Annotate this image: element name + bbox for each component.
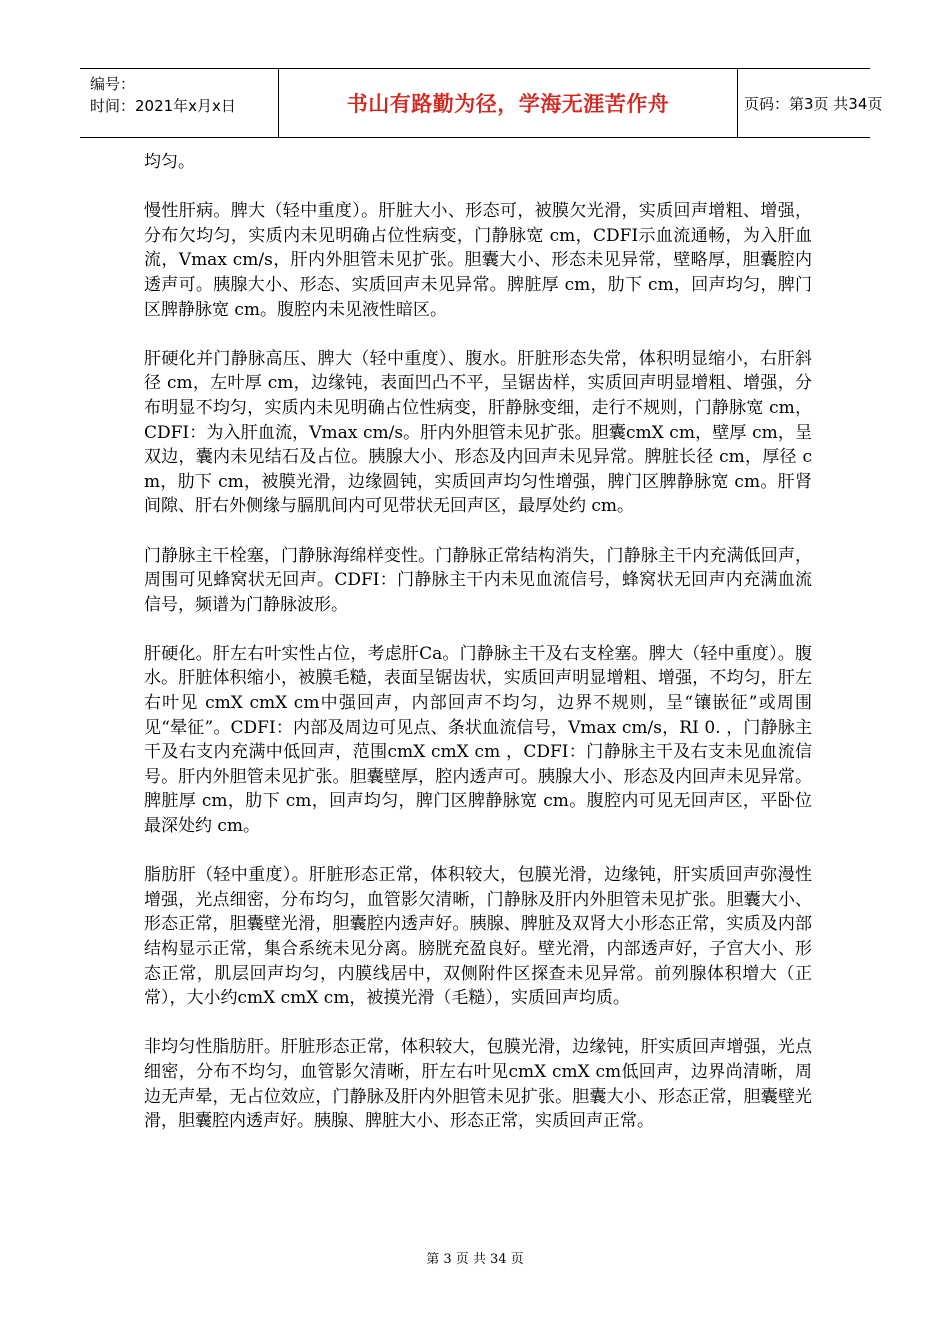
footer-page-number: 第 3 页 共 34 页 (426, 1252, 524, 1267)
paragraph: 肝硬化。肝左右叶实性占位，考虑肝Ca。门静脉主干及右支栓塞。脾大（轻中重度）。腹水。肝脏体积缩小，被膜毛糙，表面呈锯齿状，实质回声明显增粗、增强，不均匀，肝左右叶见 cmX cmX cm中强回声，内部回声不均匀，边界不规则，呈“镶嵌征”或周围见“晕征”。CDFI：内部及周边可见点、条状血流信号，Vmax cm/s，RI 0. ，门静脉主干及右支内充满中低回声，范围cmX cmX cm ，CDFI：门静脉主干及右支未见血流信号。肝内外胆管未见扩张。胆囊壁厚，腔内透声可。胰腺大小、形态及内回声未见异常。脾脏厚 cm，肋下 cm，回声均匀，脾门区脾静脉宽 cm。腹腔内可见无回声区，平卧位最深处约 cm。 (144, 643, 812, 837)
document-number-label: 编号： (90, 75, 136, 93)
header-meta-cell (80, 69, 278, 137)
paragraph: 肝硬化并门静脉高压、脾大（轻中重度）、腹水。肝脏形态失常，体积明显缩小，右肝斜径 cm，左叶厚 cm，边缘钝，表面凹凸不平，呈锯齿样，实质回声明显增粗、增强，分布明显不均匀，实质内未见明确占位性病变，肝静脉变细，走行不规则，门静脉宽 cm，CDFI：为入肝血流，Vmax cm/s。肝内外胆管未见扩张。胆囊cmX cm，壁厚 cm，呈双边，囊内未见结石及占位。胰腺大小、形态及内回声未见异常。脾脏长径 cm，厚径 cm，肋下 cm，被膜光滑，边缘圆钝，实质回声均匀性增强，脾门区脾静脉宽 cm。肝肾间隙、肝右外侧缘与膈肌间内可见带状无回声区，最厚处约 cm。 (144, 348, 812, 517)
document-body (144, 150, 812, 1158)
header-page-info: 页码：第3页 共34页 (744, 94, 883, 113)
paragraph: 均匀。 (144, 152, 195, 172)
header-page-cell (736, 69, 883, 137)
paragraph: 门静脉主干栓塞，门静脉海绵样变性。门静脉正常结构消失，门静脉主干内充满低回声，周围可见蜂窝状无回声。CDFI：门静脉主干内未见血流信号，蜂窝状无回声内充满血流信号，频谱为门静脉波形。 (144, 545, 812, 615)
document-time-label: 时间：2021年x月x日 (90, 97, 236, 115)
page-header (80, 68, 883, 138)
paragraph: 脂肪肝（轻中重度）。肝脏形态正常，体积较大，包膜光滑，边缘钝，肝实质回声弥漫性增强，光点细密，分布均匀，血管影欠清晰，门静脉及肝内外胆管未见扩张。胆囊大小、形态正常，胆囊壁光滑，胆囊腔内透声好。胰腺、脾脏及双肾大小形态正常，实质及内部结构显示正常，集合系统未见分离。膀胱充盈良好。壁光滑，内部透声好，子宫大小、形态正常，肌层回声均匀，内膜线居中，双侧附件区探查未见异常。前列腺体积增大（正常），大小约cmX cmX cm，被摸光滑（毛糙），实质回声均质。 (144, 865, 812, 1009)
page-footer (0, 1248, 950, 1267)
header-motto: 书山有路勤为径，学海无涯苦作舟 (346, 92, 670, 116)
paragraph: 非均匀性脂肪肝。肝脏形态正常，体积较大，包膜光滑，边缘钝，肝实质回声增强，光点细密，分布不均匀，血管影欠清晰，肝左右叶见cmX cmX cm低回声，边界尚清晰，周边无声晕，无占位效应，门静脉及肝内外胆管未见扩张。胆囊大小、形态正常，胆囊壁光滑，胆囊腔内透声好。胰腺、脾脏大小、形态正常，实质回声正常。 (144, 1037, 812, 1132)
header-motto-cell (278, 69, 738, 137)
paragraph: 慢性肝病。脾大（轻中重度）。肝脏大小、形态可，被膜欠光滑，实质回声增粗、增强，分布欠均匀，实质内未见明确占位性病变，门静脉宽 cm，CDFI示血流通畅，为入肝血流，Vmax cm/s，肝内外胆管未见扩张。胆囊大小、形态未见异常，壁略厚，胆囊腔内透声可。胰腺大小、形态、实质回声未见异常。脾脏厚 cm，肋下 cm，回声均匀，脾门区脾静脉宽 cm。腹腔内未见液性暗区。 (144, 201, 812, 320)
